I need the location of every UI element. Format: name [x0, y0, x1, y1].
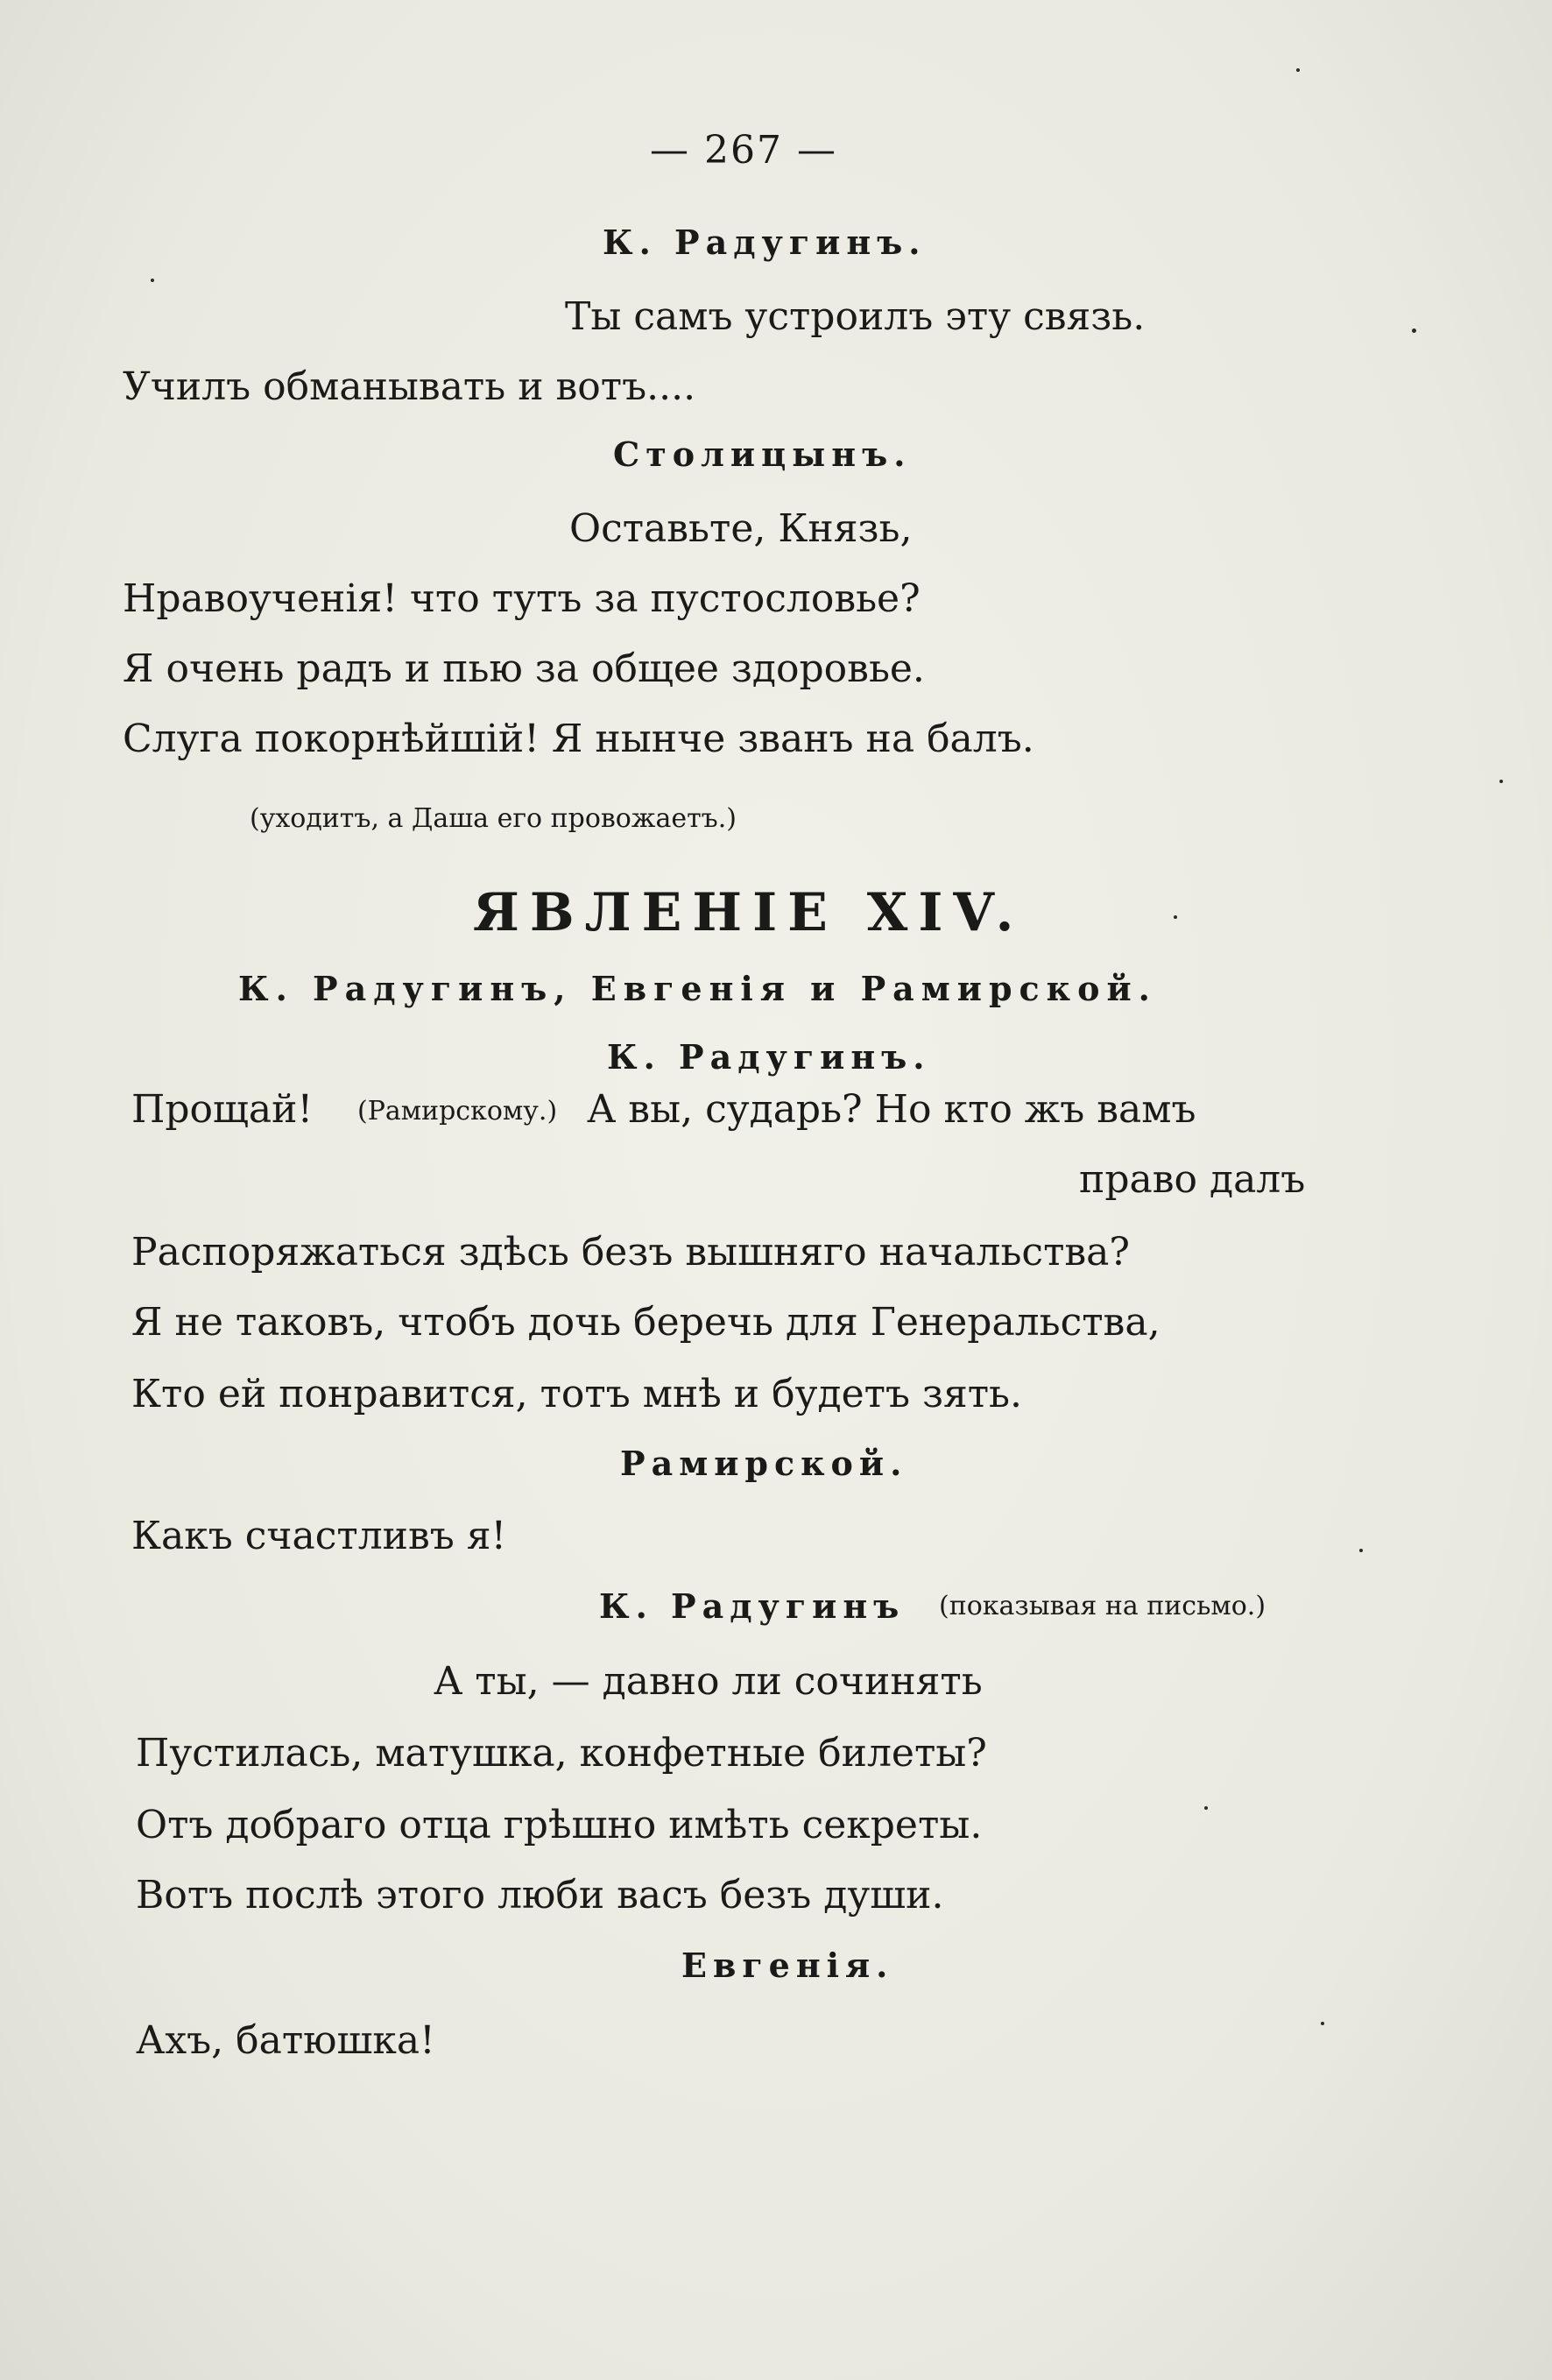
speaker-heading: Рамирской. — [620, 1444, 908, 1483]
scene-cast: К. Радугинъ, Евгенія и Рамирской. — [238, 969, 1157, 1008]
speaker-heading: К. Радугинъ. — [607, 1037, 931, 1077]
paper-speck — [1296, 68, 1300, 72]
scene-title: ЯВЛЕНІЕ XIV. — [473, 882, 1025, 943]
verse-line: Кто ей понравится, тотъ мнѣ и будетъ зять. — [131, 1372, 1022, 1416]
verse-line: А ты, — давно ли сочинять — [434, 1659, 983, 1704]
speaker-heading: К. Радугинъ. — [603, 222, 927, 262]
stage-direction: (Рамирскому.) — [357, 1096, 558, 1126]
stage-direction: (уходитъ, а Даша его провожаетъ.) — [250, 803, 737, 834]
paper-speck — [1412, 328, 1416, 333]
verse-line: Какъ счастливъ я! — [131, 1514, 507, 1558]
paper-speck — [1321, 2022, 1324, 2025]
verse-line: Оставьте, Князь, — [569, 506, 913, 551]
verse-line: Ты самъ устроилъ эту связь. — [565, 294, 1146, 339]
verse-line: Распоряжаться здѣсь безъ вышняго начальства? — [131, 1230, 1131, 1275]
page-number: — 267 — — [650, 128, 837, 173]
verse-line: Слуга покорнѣйшій! Я нынче званъ на балъ. — [123, 717, 1034, 761]
verse-line: Ахъ, батюшка! — [136, 2018, 435, 2063]
verse-line: Прощай! — [131, 1087, 314, 1132]
verse-line: Нравоученія! что тутъ за пустословье? — [123, 576, 921, 621]
verse-line: Пустилась, матушка, конфетные билеты? — [136, 1731, 987, 1776]
stage-direction: (показывая на письмо.) — [939, 1591, 1266, 1621]
paper-speck — [1499, 780, 1503, 783]
speaker-heading: К. Радугинъ — [599, 1586, 906, 1626]
verse-line: Я не таковъ, чтобъ дочь беречь для Генеральства, — [131, 1300, 1160, 1345]
verse-line: Я очень радъ и пью за общее здоровье. — [123, 646, 925, 691]
speaker-heading: Столицынъ. — [613, 434, 912, 474]
verse-line: Вотъ послѣ этого люби васъ безъ души. — [136, 1873, 944, 1917]
verse-line: Училъ обманывать и вотъ.... — [123, 364, 696, 409]
paper-speck — [1204, 1806, 1208, 1810]
verse-line: Отъ добраго отца грѣшно имѣть секреты. — [136, 1803, 983, 1847]
paper-speck — [151, 279, 154, 282]
paper-speck — [1174, 915, 1177, 919]
verse-line: право далъ — [1079, 1157, 1306, 1202]
speaker-heading: Евгенія. — [681, 1946, 894, 1985]
verse-line: А вы, сударь? Но кто жъ вамъ — [587, 1087, 1196, 1132]
paper-speck — [1359, 1549, 1363, 1552]
